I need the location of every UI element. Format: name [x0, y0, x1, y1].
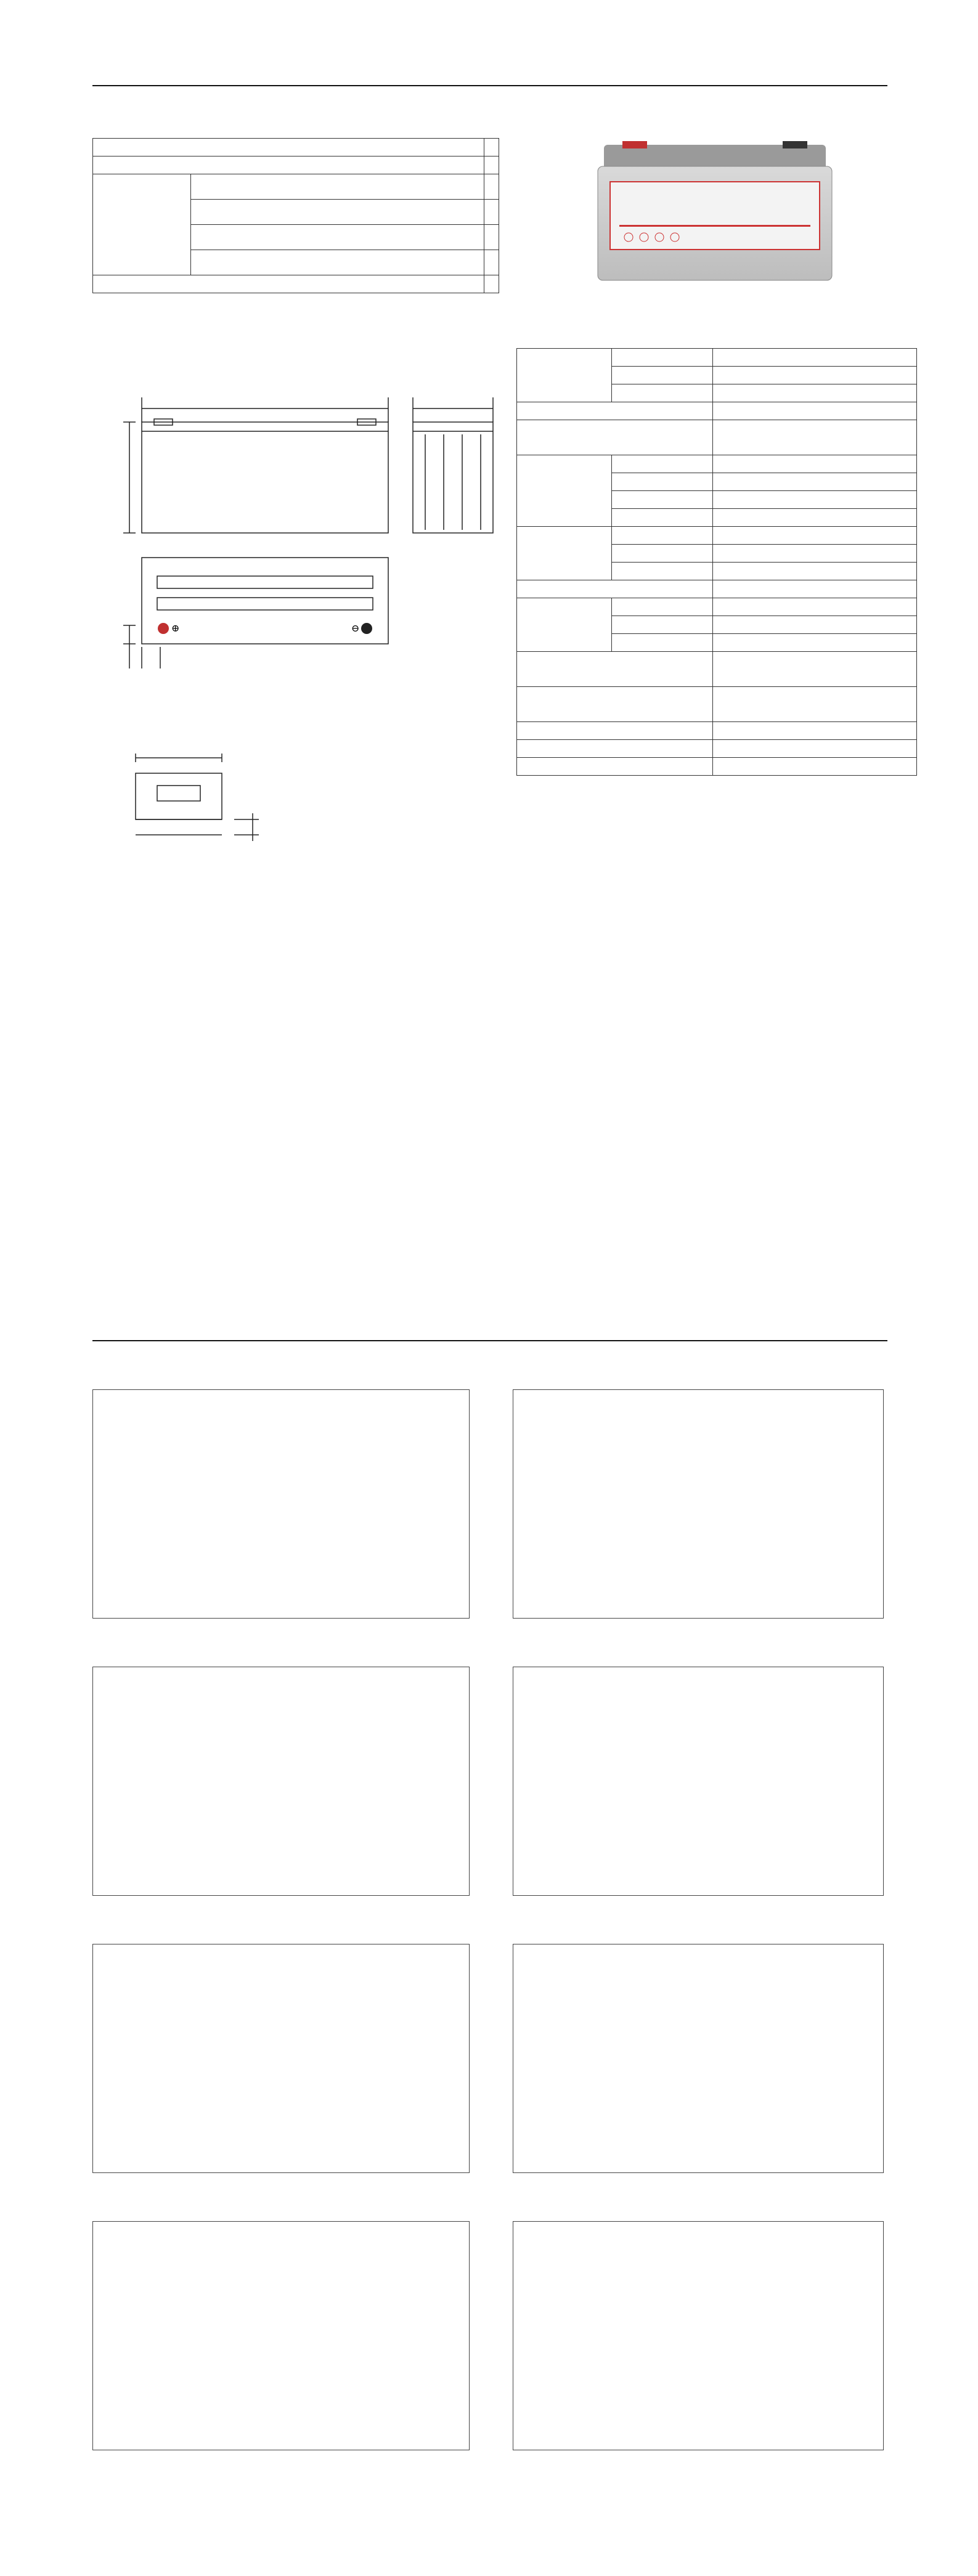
header-rule-2: [92, 1340, 887, 1341]
svg-text:⊕: ⊕: [171, 622, 180, 634]
spec-row: [93, 275, 499, 293]
spec-table: [92, 138, 499, 293]
svg-text:⊖: ⊖: [351, 622, 360, 634]
chart1-frame: [92, 1389, 470, 1619]
header-rule: [92, 85, 887, 86]
chart5-frame: [92, 1944, 470, 2173]
terminal-drawing: [111, 736, 271, 841]
char-row: [517, 652, 917, 687]
chart6-frame: [513, 1944, 884, 2173]
spec-row: [93, 174, 499, 200]
char-table: [516, 348, 917, 776]
char-row: [517, 687, 917, 722]
chart3-svg: [93, 1667, 469, 1895]
chart5-svg: [93, 1944, 469, 2172]
char-row: [517, 580, 917, 598]
char-row: [517, 349, 917, 367]
char-row: [517, 740, 917, 758]
chart6-svg: [513, 1944, 883, 2172]
product-image: [592, 139, 838, 286]
char-row: [517, 402, 917, 420]
spec-row: [93, 156, 499, 174]
chart2-frame: [513, 1389, 884, 1619]
spec-row: [93, 139, 499, 156]
chart1-svg: [93, 1390, 469, 1618]
char-row: [517, 722, 917, 740]
char-row: [517, 455, 917, 473]
chart8-frame: [513, 2221, 884, 2450]
chart7-svg: [93, 2222, 469, 2450]
chart3-frame: [92, 1667, 470, 1896]
char-row: [517, 420, 917, 455]
chart4-svg: [513, 1667, 883, 1895]
chart2-svg: [513, 1390, 883, 1618]
chart4-frame: [513, 1667, 884, 1896]
char-row: [517, 598, 917, 616]
dimension-drawing: [99, 385, 505, 675]
char-row: [517, 758, 917, 776]
char-row: [517, 527, 917, 545]
chart8-svg: [513, 2222, 883, 2450]
chart7-frame: [92, 2221, 470, 2450]
